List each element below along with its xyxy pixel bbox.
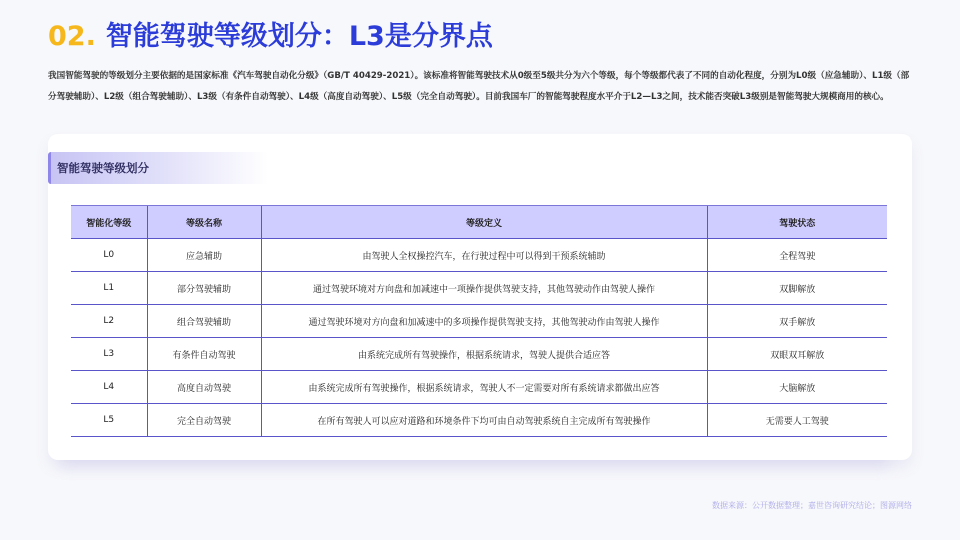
- cell-name: 有条件自动驾驶: [147, 338, 261, 371]
- cell-name: 组合驾驶辅助: [147, 305, 261, 338]
- cell-status: 双手解放: [707, 305, 887, 338]
- cell-level: L5: [71, 404, 147, 437]
- cell-level: L4: [71, 371, 147, 404]
- cell-name: 高度自动驾驶: [147, 371, 261, 404]
- cell-level: L0: [71, 239, 147, 272]
- cell-name: 应急辅助: [147, 239, 261, 272]
- section-label: 智能驾驶等级划分: [48, 152, 268, 184]
- table-row: [71, 305, 887, 338]
- table-card: [48, 134, 912, 460]
- grade-table: [71, 205, 887, 437]
- cell-status: 双脚解放: [707, 272, 887, 305]
- cell-status: 无需要人工驾驶: [707, 404, 887, 437]
- table-row: [71, 371, 887, 404]
- header-definition: 等级定义: [261, 206, 707, 239]
- page-title: [48, 14, 493, 53]
- cell-status: 双眼双耳解放: [707, 338, 887, 371]
- cell-definition: 在所有驾驶人可以应对道路和环境条件下均可由自动驾驶系统自主完成所有驾驶操作: [261, 404, 707, 437]
- header-status: 驾驶状态: [707, 206, 887, 239]
- cell-definition: 通过驾驶环境对方向盘和加减速中一项操作提供驾驶支持，其他驾驶动作由驾驶人操作: [261, 272, 707, 305]
- header-name: 等级名称: [147, 206, 261, 239]
- cell-name: 部分驾驶辅助: [147, 272, 261, 305]
- table-row: [71, 338, 887, 371]
- cell-definition: 由系统完成所有驾驶操作，根据系统请求，驾驶人提供合适应答: [261, 338, 707, 371]
- cell-level: L3: [71, 338, 147, 371]
- cell-definition: 通过驾驶环境对方向盘和加减速中的多项操作提供驾驶支持，其他驾驶动作由驾驶人操作: [261, 305, 707, 338]
- intro-paragraph: 我国智能驾驶的等级划分主要依据的是国家标准《汽车驾驶自动化分级》（GB/T 40429-2021）。该标准将智能驾驶技术从0级至5级共分为六个等级，每个等级都代表了不同的自动化程度，分别为L0级（应急辅助）、L1级（部分驾驶辅助）、L2级（组合驾驶辅助）、L3级（有条件自动驾驶）、L4级（高度自动驾驶）、L5级（完全自动驾驶）。目前我国车厂的智能驾驶程度水平介于L2—L3之间，技术能否突破L3级别是智能驾驶大规模商用的核心。: [48, 71, 910, 102]
- header-level: 智能化等级: [71, 206, 147, 239]
- cell-level: L2: [71, 305, 147, 338]
- source-note: 数据来源：公开数据整理；嘉世咨询研究结论；图源网络: [712, 501, 912, 510]
- table-header-row: [71, 206, 887, 239]
- title-text: 智能驾驶等级划分：L3是分界点: [105, 21, 493, 52]
- cell-definition: 由系统完成所有驾驶操作，根据系统请求，驾驶人不一定需要对所有系统请求都做出应答: [261, 371, 707, 404]
- table-row: [71, 272, 887, 305]
- cell-definition: 由驾驶人全权操控汽车，在行驶过程中可以得到干预系统辅助: [261, 239, 707, 272]
- table-row: [71, 239, 887, 272]
- cell-status: 大脑解放: [707, 371, 887, 404]
- table-row: [71, 404, 887, 437]
- title-number: 02.: [48, 21, 96, 52]
- cell-status: 全程驾驶: [707, 239, 887, 272]
- cell-name: 完全自动驾驶: [147, 404, 261, 437]
- cell-level: L1: [71, 272, 147, 305]
